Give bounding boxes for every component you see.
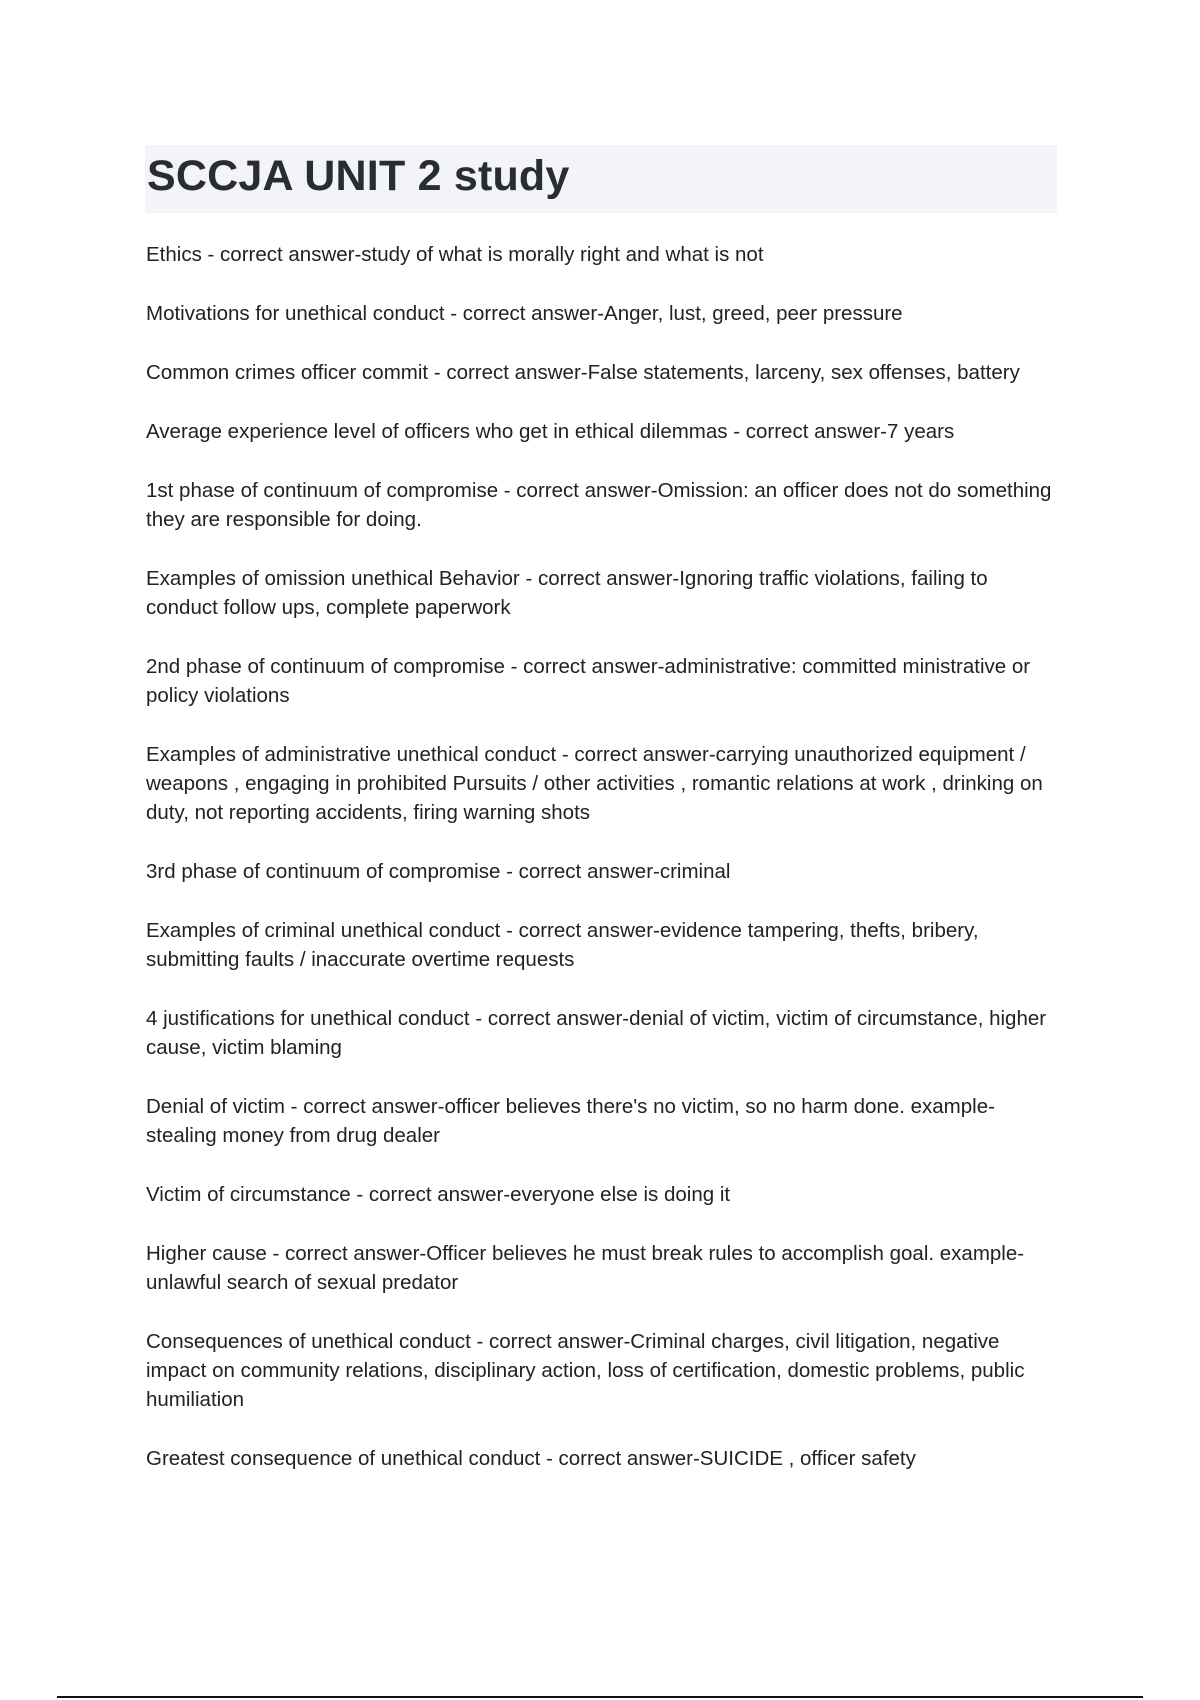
qa-item: Average experience level of officers who get in ethical dilemmas - correct answer-7 years — [146, 420, 955, 443]
qa-item: Motivations for unethical conduct - correct answer-Anger, lust, greed, peer pressure — [146, 302, 903, 325]
qa-item: Examples of omission unethical Behavior - correct answer-Ignoring traffic violations, failing to conduct follow ups, complete paperwork — [146, 567, 988, 619]
qa-list — [146, 240, 1056, 1503]
qa-item: 2nd phase of continuum of compromise - correct answer-administrative: committed ministrative or policy violations — [146, 655, 1031, 707]
qa-item: 1st phase of continuum of compromise - correct answer-Omission: an officer does not do something they are responsible for doing. — [146, 479, 1052, 531]
qa-item: Ethics - correct answer-study of what is morally right and what is not — [146, 243, 764, 266]
qa-item: Consequences of unethical conduct - correct answer-Criminal charges, civil litigation, negative impact on community relations, disciplinary action, loss of certification, domestic problems, public humiliation — [146, 1330, 1025, 1411]
qa-item: Examples of administrative unethical conduct - correct answer-carrying unauthorized equipment / weapons , engaging in prohibited Pursuits / other activities , romantic relations at work , drinking on duty, not reporting accidents, firing warning shots — [146, 743, 1043, 824]
footer-rule — [57, 1696, 1143, 1698]
qa-item: Examples of criminal unethical conduct - correct answer-evidence tampering, thefts, bribery, submitting faults / inaccurate overtime requests — [146, 919, 979, 971]
qa-item: Victim of circumstance - correct answer-everyone else is doing it — [146, 1183, 731, 1206]
qa-item: Denial of victim - correct answer-officer believes there's no victim, so no harm done. example- stealing money from drug dealer — [146, 1095, 995, 1147]
qa-item: Common crimes officer commit - correct answer-False statements, larceny, sex offenses, battery — [146, 361, 1020, 384]
qa-item: Greatest consequence of unethical conduct - correct answer-SUICIDE , officer safety — [146, 1447, 916, 1470]
qa-item: Higher cause - correct answer-Officer believes he must break rules to accomplish goal. example- unlawful search of sexual predator — [146, 1242, 1025, 1294]
qa-item: 4 justifications for unethical conduct - correct answer-denial of victim, victim of circumstance, higher cause, victim blaming — [146, 1007, 1047, 1059]
title-band — [145, 145, 1057, 213]
qa-item: 3rd phase of continuum of compromise - correct answer-criminal — [146, 860, 731, 883]
page-title: SCCJA UNIT 2 study — [147, 152, 570, 200]
